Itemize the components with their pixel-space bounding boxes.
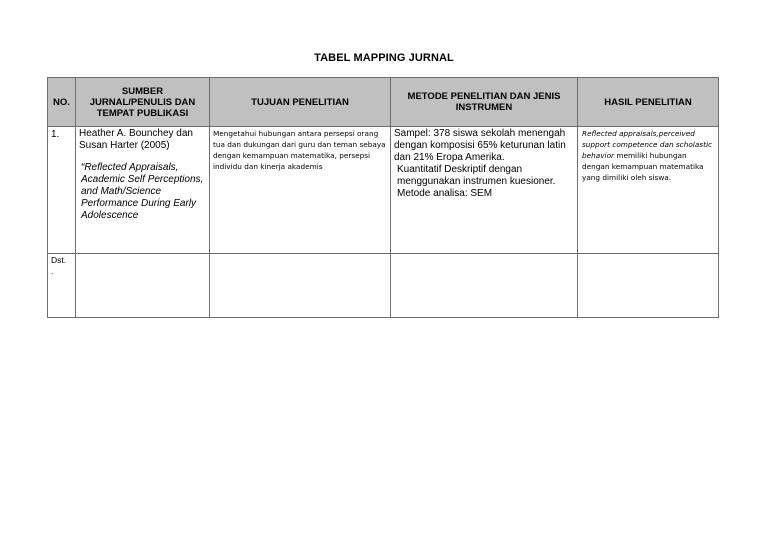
header-no: NO.: [48, 78, 76, 127]
method-cell: [391, 254, 578, 318]
table-row: [48, 254, 719, 318]
purpose-cell: [210, 254, 391, 318]
table-header-row: [48, 78, 719, 127]
result-italic-text: Reflected appraisals,perceived support competence dan scholastic behavior: [582, 129, 712, 160]
method-analysis: Metode analisa: SEM: [397, 188, 493, 199]
header-purpose: TUJUAN PENELITIAN: [210, 78, 391, 127]
source-cell: [76, 127, 210, 254]
authors-text: Heather A. Bounchey dan Susan Harter (2005): [79, 128, 193, 151]
article-title: “Reflected Appraisals, Academic Self Perceptions, and Math/Science Performance During Early Adolescence: [81, 162, 204, 221]
table-row: [48, 127, 719, 254]
header-result: HASIL PENELITIAN: [578, 78, 719, 127]
purpose-cell: Mengetahui hubungan antara persepsi orang tua dan dukungan dari guru dan teman sebaya dengan kemampuan matematika, persepsi individu dan kinerja akademis: [210, 127, 391, 254]
result-cell: [578, 127, 719, 254]
method-cell: [391, 127, 578, 254]
row-number: 1.: [48, 127, 76, 254]
header-method: METODE PENELITIAN DAN JENIS INSTRUMEN: [391, 78, 578, 127]
method-sample: Sampel: 378 siswa sekolah menengah dengan komposisi 65% keturunan latin dan 21% Eropa Amerika.: [394, 128, 566, 163]
method-type: Kuantitatif Deskriptif dengan menggunakan instrumen kuesioner.: [397, 164, 556, 187]
result-cell: [578, 254, 719, 318]
mapping-table: [47, 77, 719, 318]
result-text: memiliki hubungan dengan kemampuan matematika yang dimiliki oleh siswa.: [582, 151, 704, 182]
header-source: SUMBER JURNAL/PENULIS DAN TEMPAT PUBLIKASI: [76, 78, 210, 127]
row-number: Dst. .: [48, 254, 76, 318]
source-cell: [76, 254, 210, 318]
document-title: TABEL MAPPING JURNAL: [314, 52, 454, 64]
